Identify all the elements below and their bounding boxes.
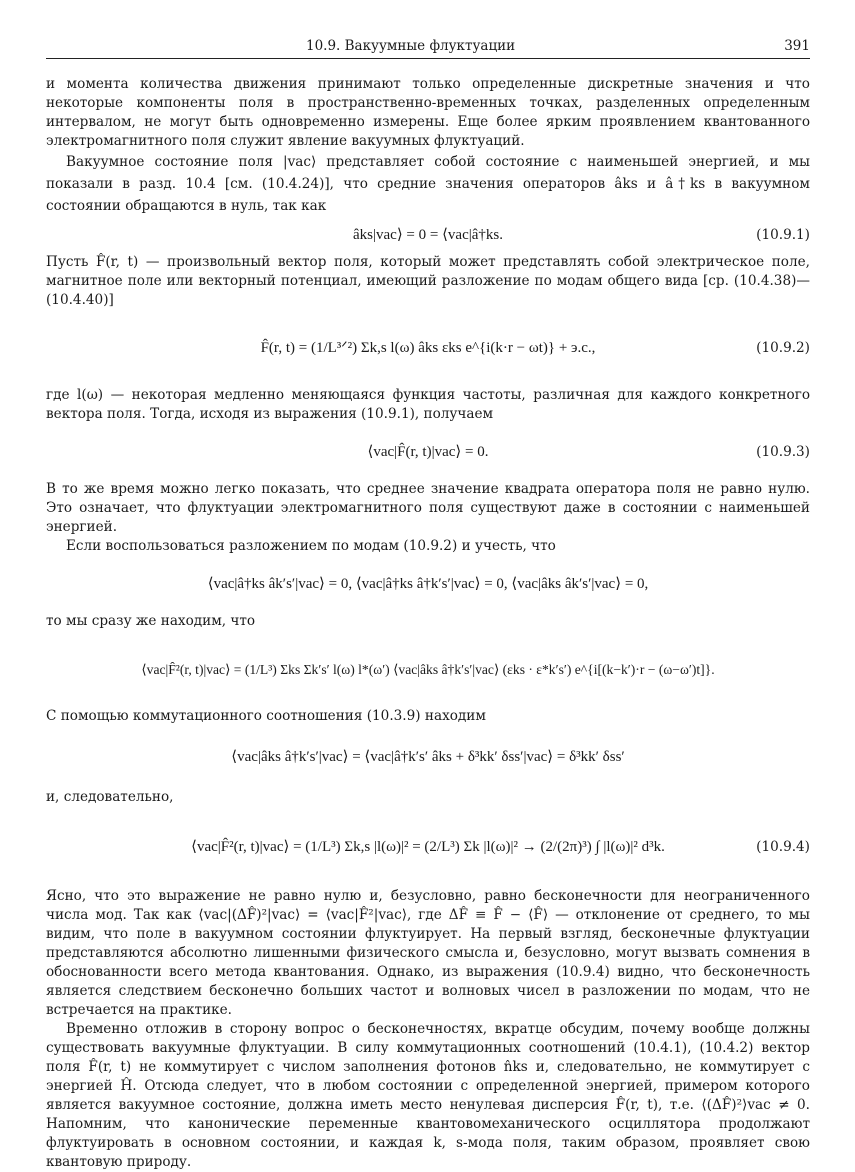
equation-field-square bbox=[46, 637, 810, 701]
equation-commutator bbox=[46, 734, 810, 780]
equation-body: ⟨vac|F̂(r, t)|vac⟩ = 0. bbox=[367, 443, 489, 460]
paragraph: где l(ω) — некоторая медленно меняющаяся функция частоты, различная для каждого конкретного вектора поля. Тогда, исходя из выражения (10.9.1), получаем bbox=[46, 387, 810, 422]
equation-10-9-4 bbox=[46, 815, 810, 879]
paragraph: Временно отложив в сторону вопрос о бесконечностях, вкратце обсудим, почему вообще должны существовать вакуумные флуктуации. В силу коммутационных соотношений (10.4.1), (10.4.2) вектор поля F̂(r, t) не коммутирует с числом заполнения фотонов n̂ks и, следовательно, не коммутирует с энергией Ĥ. Отсюда следует, что в любом состоянии с определенной энергией, примером которого является вакуумное состояние, должна иметь место ненулевая дисперсия F̂(r, t), т.е. ⟨(ΔF̂)²⟩vac ≠ 0. Напомним, что канонические переменные квантовомеханического осциллятора продолжают флуктуировать в основном состоянии, и каждая k, s-мода поля, таким образом, проявляет свою квантовую природу. bbox=[46, 1021, 810, 1170]
running-header bbox=[46, 38, 810, 59]
equation-body: ⟨vac|âks â†k′s′|vac⟩ = ⟨vac|â†k′s′ âks + δ³kk′ δss′|vac⟩ = δ³kk′ δss′ bbox=[231, 748, 625, 765]
equation-number: (10.9.1) bbox=[756, 226, 810, 243]
paragraph: то мы сразу же находим, что bbox=[46, 613, 256, 629]
equation-body: ⟨vac|â†ks âk′s′|vac⟩ = 0, ⟨vac|â†ks â†k′s′|vac⟩ = 0, ⟨vac|âks âk′s′|vac⟩ = 0, bbox=[207, 575, 649, 592]
equation-number: (10.9.4) bbox=[756, 838, 810, 855]
paragraph: и, следовательно, bbox=[46, 789, 174, 805]
equation-body: ⟨vac|F̂²(r, t)|vac⟩ = (1/L³) Σks Σk′s′ l(ω) l*(ω′) ⟨vac|âks â†k′s′|vac⟩ (εks · ε*k′s′) e^{i[(k−k′)·r − (ω−ω′)t]}. bbox=[141, 661, 715, 677]
page bbox=[46, 38, 810, 1172]
section-title: 10.9. Вакуумные флуктуации bbox=[306, 38, 516, 54]
equation-number: (10.9.2) bbox=[756, 339, 810, 356]
paragraph: В то же время можно легко показать, что среднее значение квадрата оператора поля не равно нулю. Это означает, что флуктуации электромагнитного поля существуют даже в состоянии с наименьшей энергией. bbox=[46, 481, 810, 535]
equation-number: (10.9.3) bbox=[756, 443, 810, 460]
equation-10-9-2 bbox=[46, 316, 810, 380]
paragraph: Ясно, что это выражение не равно нулю и, безусловно, равно бесконечности для неограниченного числа мод. Так как ⟨vac|(ΔF̂)²|vac⟩ = ⟨vac|F̂²|vac⟩, где ΔF̂ ≡ F̂ − ⟨F̂⟩ — отклонение от среднего, то мы видим, что поле в вакуумном состоянии флуктуирует. На первый взгляд, бесконечные флуктуации представляются абсолютно лишенными физического смысла и, безусловно, могут вызвать сомнения в обоснованности всего метода квантования. Однако, из выражения (10.9.4) видно, что бесконечность является следствием бесконечно больших частот и волновых чисел в разложении по модам, что не встречается на практике. bbox=[46, 888, 810, 1018]
equation-body: F̂(r, t) = (1/L³ᐟ²) Σk,s l(ω) âks εks e^{i(k·r − ωt)} + э.с., bbox=[260, 339, 596, 356]
paragraph: Пусть F̂(r, t) — произвольный вектор поля, который может представлять собой электрическое поле, магнитное поле или векторный потенциал, имеющий разложение по модам общего вида [ср. (10.4.38)—(10.4.40)] bbox=[46, 254, 810, 308]
equation-body: âks|vac⟩ = 0 = ⟨vac|â†ks. bbox=[353, 226, 503, 243]
paragraph: С помощью коммутационного соотношения (10.3.9) находим bbox=[46, 708, 486, 724]
equation-body: ⟨vac|F̂²(r, t)|vac⟩ = (1/L³) Σk,s |l(ω)|² = (2/L³) Σk |l(ω)|² → (2/(2π)³) ∫ |l(ω)|² d³k. bbox=[191, 838, 665, 855]
equation-operator-expectations bbox=[46, 560, 810, 608]
equation-10-9-3 bbox=[46, 428, 810, 476]
equation-10-9-1 bbox=[46, 217, 810, 253]
page-number: 391 bbox=[784, 38, 810, 54]
paragraph: Если воспользоваться разложением по модам (10.9.2) и учесть, что bbox=[66, 538, 556, 554]
body-text bbox=[46, 75, 810, 1172]
paragraph: и момента количества движения принимают только определенные дискретные значения и что некоторые компоненты поля в пространственно-временных точках, разделенных определенным интервалом, не могут быть одновременно измерены. Еще более ярким проявлением квантованного электромагнитного поля служит явление вакуумных флуктуаций. bbox=[46, 76, 810, 149]
paragraph: Вакуумное состояние поля |vac⟩ представляет собой состояние с наименьшей энергией, и мы показали в разд. 10.4 [см. (10.4.24)], что средние значения операторов âks и â†ks в вакуумном состоянии обращаются в нуль, так как bbox=[46, 154, 810, 214]
